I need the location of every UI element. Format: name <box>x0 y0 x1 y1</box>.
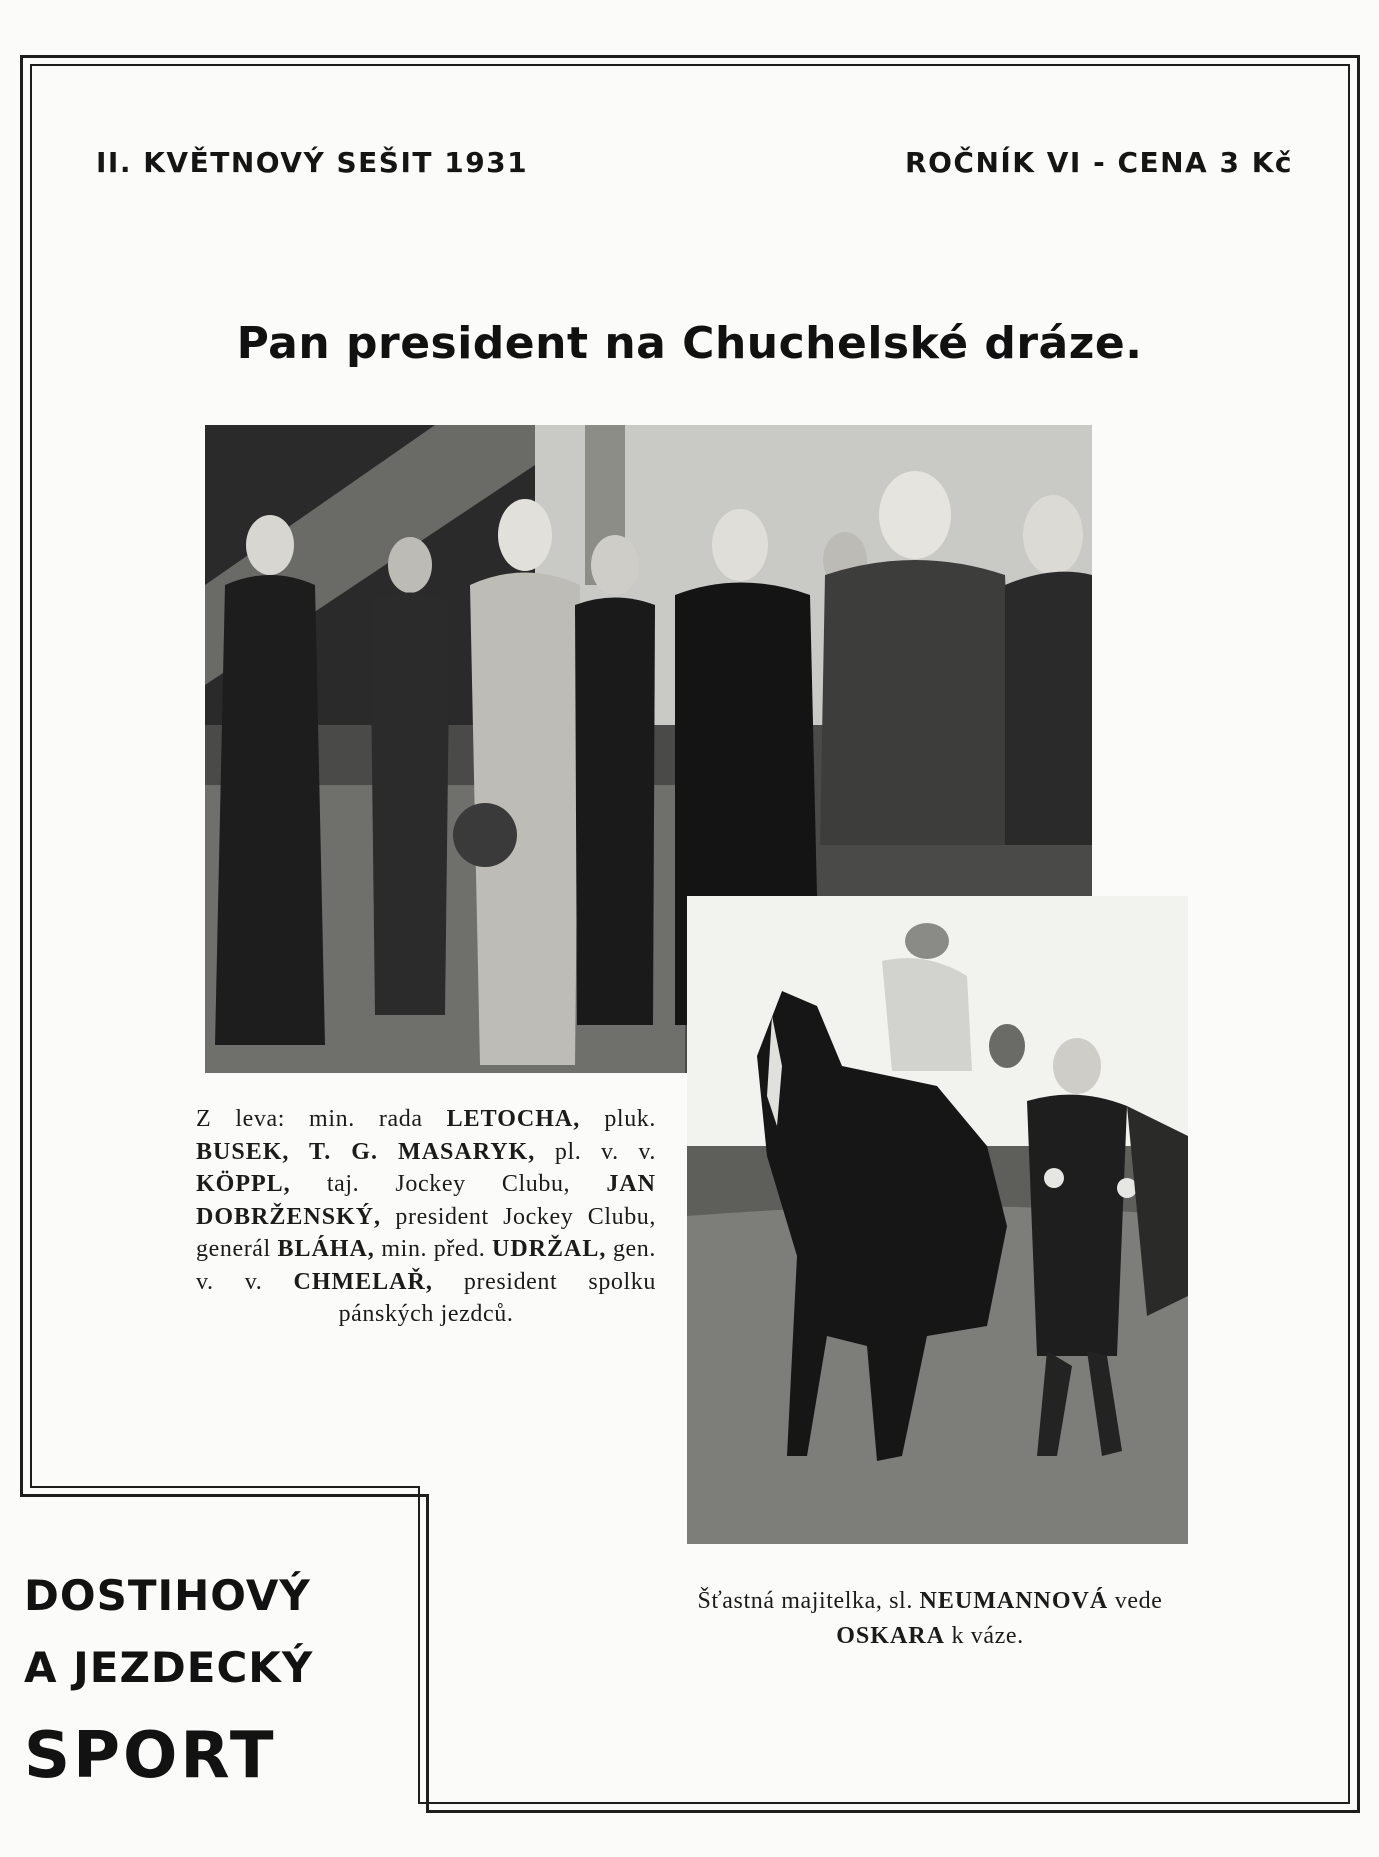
caption-text: Šťastná majitelka, sl. <box>697 1588 920 1614</box>
caption-name: NEUMANNOVÁ <box>919 1588 1109 1614</box>
caption-text: president Jockey Clubu, generál <box>196 1203 656 1262</box>
caption-text: president spolku pánských jezdců. <box>338 1268 657 1327</box>
frame-inner-left <box>30 64 32 1487</box>
volume-price-label: ROČNÍK VI - CENA 3 Kč <box>905 146 1293 179</box>
caption-name: OSKARA <box>836 1623 945 1649</box>
caption-name: BLÁHA, <box>277 1236 375 1262</box>
caption-name: JAN DOBRŽENSKÝ, <box>196 1171 656 1230</box>
page-title: Pan president na Chuchelské dráze. <box>236 318 1143 369</box>
caption-text: gen. v. v. <box>196 1236 657 1295</box>
brand-line-3: SPORT <box>24 1719 277 1793</box>
brand-line-1: DOSTIHOVÝ <box>24 1571 311 1620</box>
caption-name: LETOCHA, <box>446 1106 581 1132</box>
issue-label: II. KVĚTNOVÝ SEŠIT 1931 <box>96 146 529 179</box>
brand-line-2: A JEZDECKÝ <box>24 1643 314 1692</box>
caption-text: pluk. <box>580 1106 656 1132</box>
frame-inner-top <box>30 64 1350 66</box>
caption-text: vede <box>1108 1588 1163 1614</box>
horse-photo <box>687 896 1188 1544</box>
caption-text: Z leva: min. rada <box>196 1106 447 1132</box>
caption-text: min. před. <box>374 1236 492 1262</box>
horse-photo-illustration <box>687 896 1188 1544</box>
caption-text: taj. Jockey Clubu, <box>290 1171 607 1197</box>
horse-photo-caption <box>650 1584 1210 1654</box>
caption-text: pl. v. v. <box>535 1138 656 1165</box>
frame-bottom-inner <box>418 1802 1350 1804</box>
caption-name: UDRŽAL, <box>492 1236 607 1262</box>
magazine-brand <box>24 1560 364 1804</box>
frame-step-inner <box>30 1486 420 1488</box>
caption-name: BUSEK, T. G. MASARYK, <box>196 1138 536 1165</box>
caption-name: CHMELAŘ, <box>293 1268 433 1295</box>
group-photo-caption <box>196 1103 656 1331</box>
caption-text: k váze. <box>944 1623 1024 1649</box>
frame-bottom-outer <box>426 1810 1360 1813</box>
frame-outer-top <box>20 55 1360 58</box>
caption-name: KÖPPL, <box>196 1171 291 1197</box>
frame-step-outer <box>20 1494 428 1497</box>
frame-outer-left <box>20 55 23 1495</box>
frame-step-vert-outer <box>426 1494 429 1813</box>
frame-step-vert-inner <box>418 1486 420 1804</box>
